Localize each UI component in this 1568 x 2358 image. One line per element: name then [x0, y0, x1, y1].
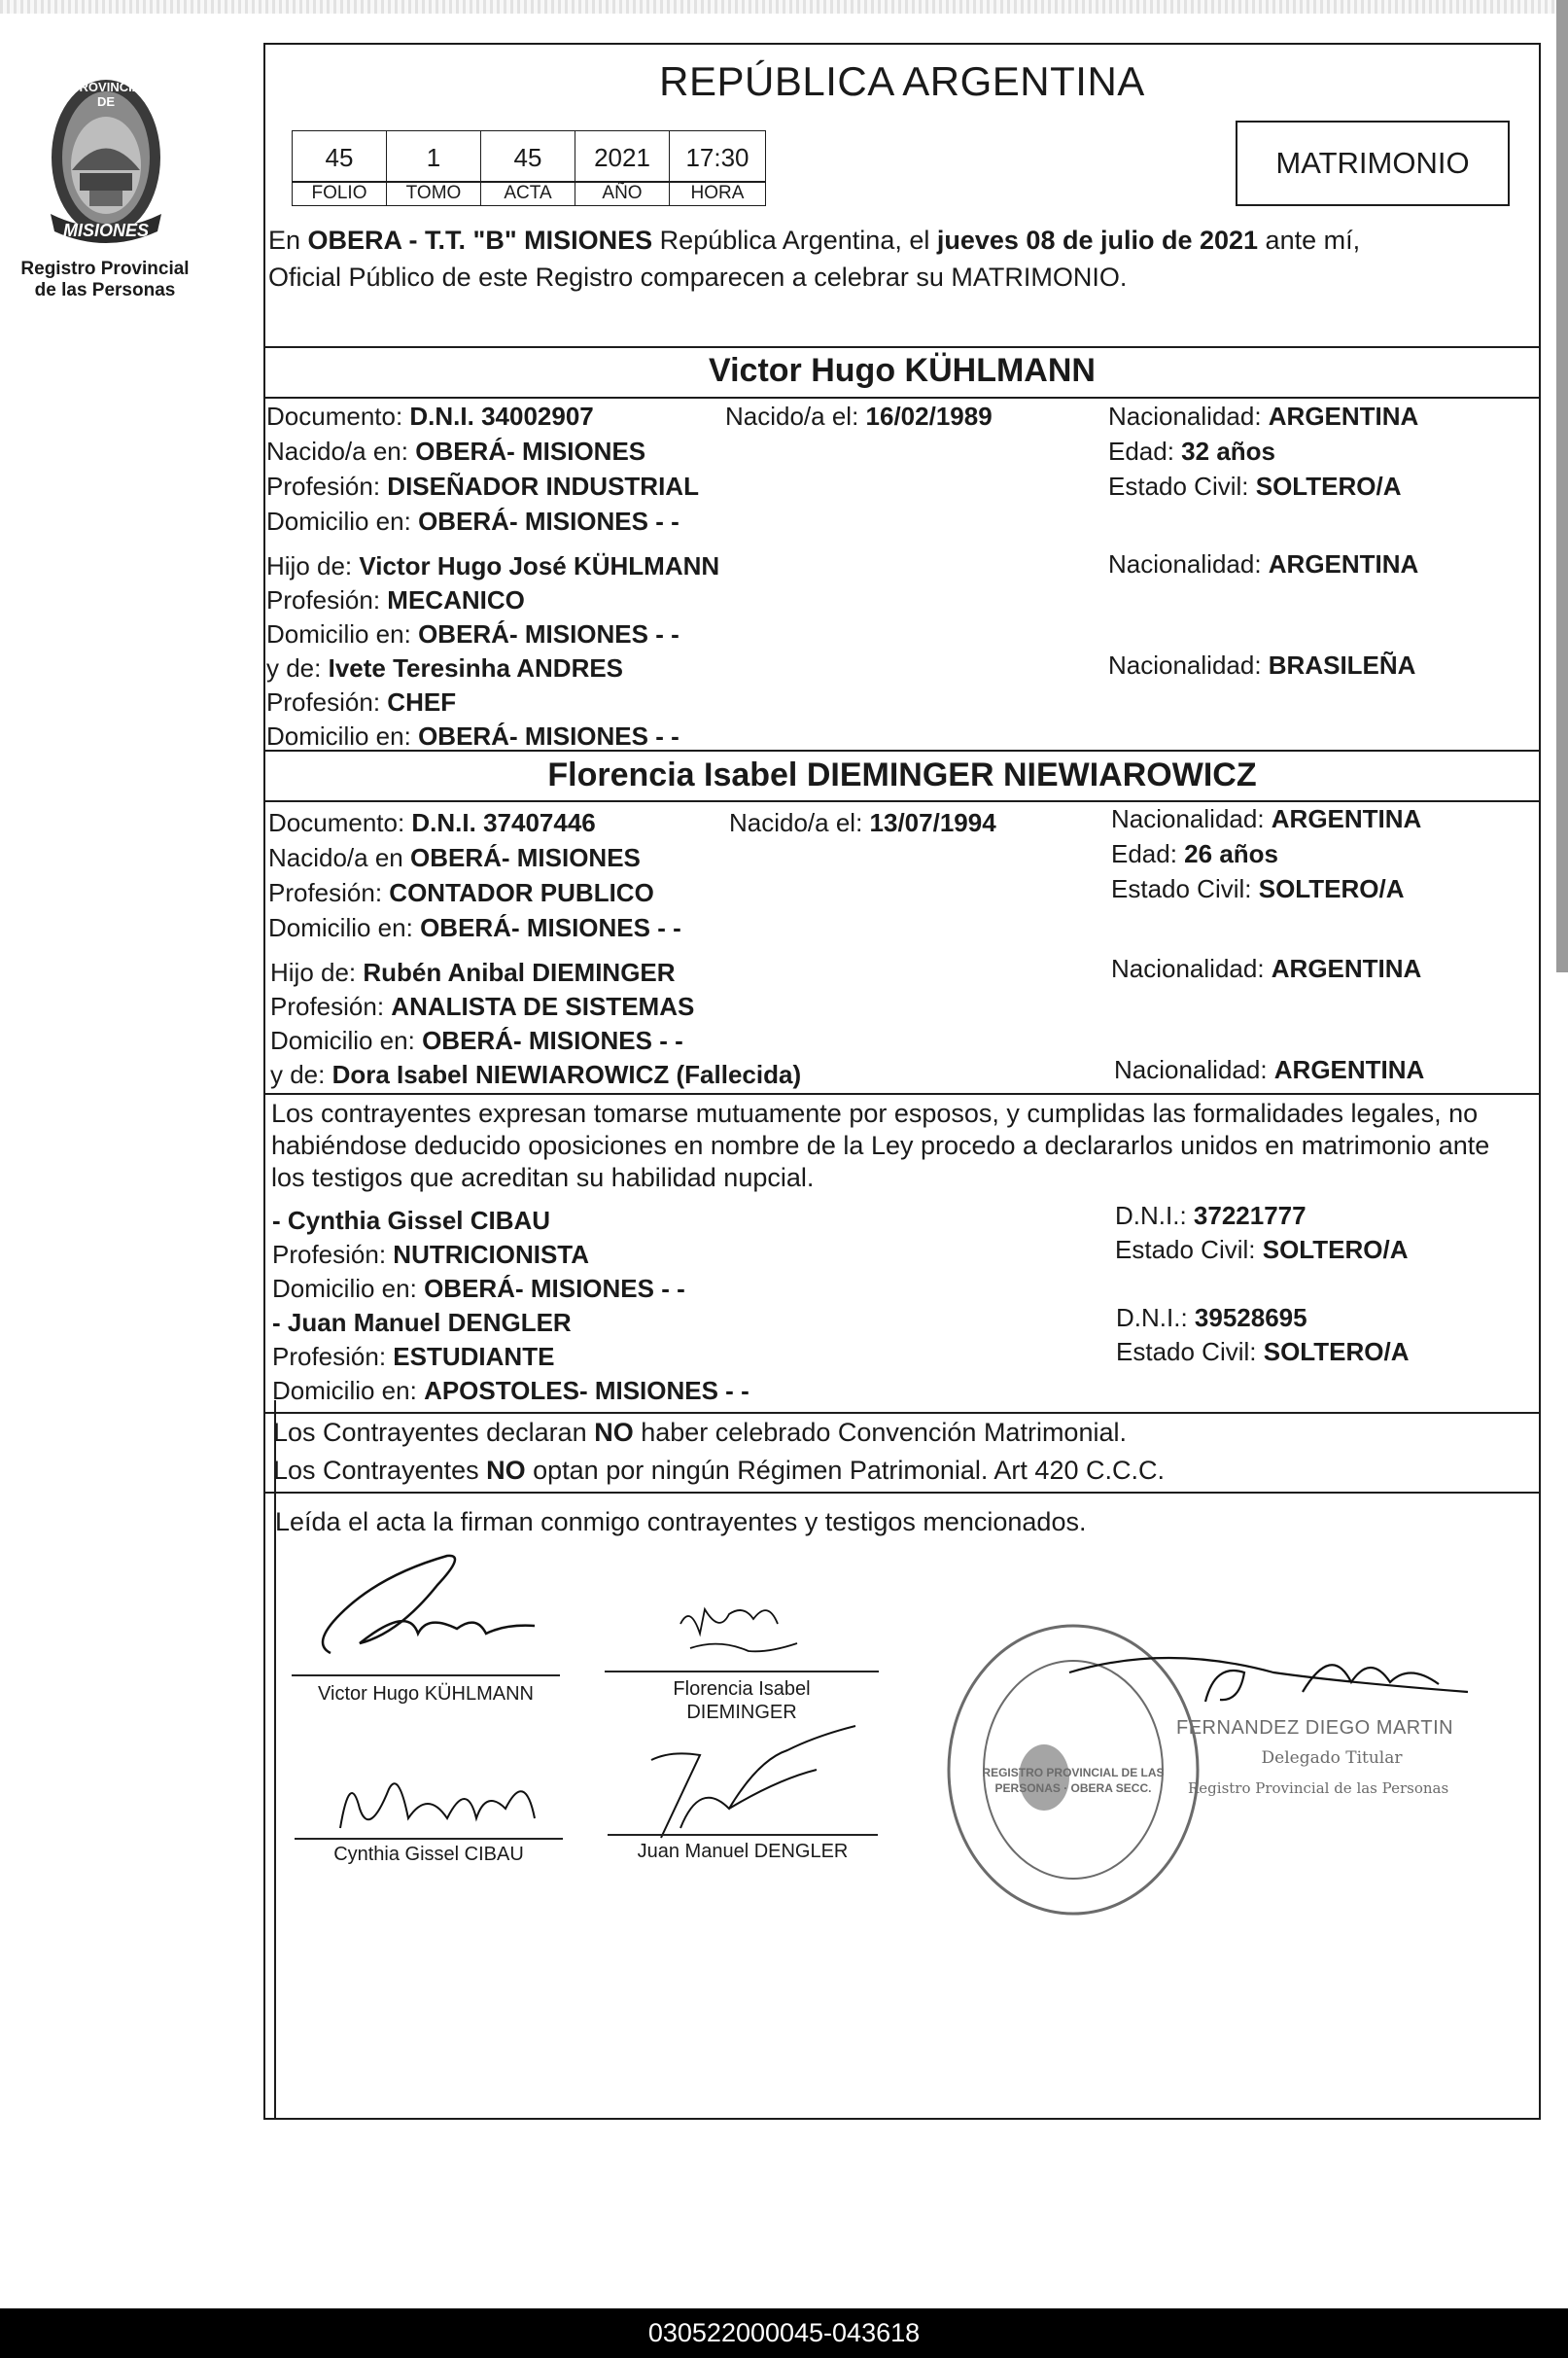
declaration-line-1: Los contrayentes expresan tomarse mutuamente por esposos, y cumplidas las formalidades legales, no — [271, 1099, 1479, 1128]
value: OBERÁ- MISIONES - - — [420, 913, 681, 942]
spouse2-father — [270, 959, 676, 987]
intro-date: jueves 08 de julio de 2021 — [936, 226, 1259, 255]
signature-line-2 — [605, 1671, 879, 1672]
value: ESTUDIANTE — [393, 1342, 555, 1371]
rule-spouse1-name — [263, 397, 1541, 399]
label: Domicilio en: — [266, 721, 419, 751]
signature-label-cynthia: Cynthia Gissel CIBAU — [333, 1844, 524, 1865]
regime-line-1 — [273, 1418, 1127, 1448]
spouse1-father-profession — [266, 586, 525, 615]
declaration-line-3: los testigos que acreditan su habilidad nupcial. — [271, 1163, 815, 1192]
spouse2-father-profession — [270, 993, 694, 1021]
label: Domicilio en: — [268, 913, 421, 942]
text-bold: NO — [594, 1418, 634, 1447]
intro-place: OBERA - T.T. "B" MISIONES — [307, 226, 653, 255]
signature-line-3 — [295, 1838, 563, 1840]
label: Domicilio en: — [270, 1026, 423, 1055]
witness1-dni — [1115, 1202, 1307, 1230]
spouse1-father-nationality — [1108, 550, 1418, 579]
hora-value: 17:30 — [669, 130, 766, 183]
value: ARGENTINA — [1268, 402, 1419, 431]
label: Nacionalidad: — [1108, 651, 1269, 680]
value: ARGENTINA — [1271, 804, 1422, 833]
spouse2-father-nationality — [1111, 955, 1421, 983]
ano-value: 2021 — [575, 130, 670, 183]
spouse2-name: Florencia Isabel DIEMINGER NIEWIAROWICZ — [547, 757, 1257, 793]
spouse2-age — [1111, 840, 1278, 868]
closing-text: Leída el acta la firman conmigo contrayentes y testigos mencionados. — [275, 1507, 1087, 1536]
label: Nacido/a en — [268, 843, 410, 872]
signature-label-florencia-line1: Florencia Isabel — [673, 1678, 811, 1700]
value: OBERÁ- MISIONES - - — [418, 507, 679, 536]
seal-text: REGISTRO PROVINCIAL DE LAS PERSONAS · OBERA SECC. — [982, 1766, 1165, 1795]
value: OBERÁ- MISIONES - - — [418, 619, 679, 649]
label: Domicilio en: — [266, 619, 419, 649]
value: NUTRICIONISTA — [393, 1240, 590, 1269]
intro-prefix: En — [268, 226, 308, 255]
footer-bar — [0, 2308, 1568, 2358]
signature-line-1 — [292, 1674, 560, 1676]
rule-closing-top — [263, 1492, 1541, 1494]
value: Rubén Anibal DIEMINGER — [363, 958, 676, 987]
tomo-value: 1 — [386, 130, 481, 183]
official-stamp-org: Registro Provincial de las Personas — [1188, 1779, 1449, 1797]
value: ARGENTINA — [1268, 549, 1419, 579]
spouse2-born-date — [729, 809, 996, 837]
label: Nacionalidad: — [1108, 549, 1269, 579]
spouse2-domicile — [268, 914, 681, 942]
witness2-domicile — [272, 1377, 749, 1405]
spouse2-civil-status — [1111, 875, 1404, 903]
intro-suffix: ante mí, — [1258, 226, 1361, 255]
signature-label-victor: Victor Hugo KÜHLMANN — [318, 1683, 534, 1705]
spouse1-mother-domicile — [266, 722, 679, 751]
label: Profesión: — [266, 472, 388, 501]
value: CHEF — [387, 687, 457, 717]
signature-victor — [301, 1546, 574, 1672]
logo-arc-text: PROVINCIA DE — [70, 80, 142, 109]
value: SOLTERO/A — [1258, 874, 1405, 903]
label: D.N.I.: — [1115, 1201, 1194, 1230]
value: BRASILEÑA — [1268, 651, 1416, 680]
label: Nacionalidad: — [1108, 402, 1269, 431]
spouse1-nationality — [1108, 403, 1418, 431]
acta-label: ACTA — [480, 181, 575, 206]
witness2-dni — [1116, 1304, 1307, 1332]
regime-line-2 — [273, 1456, 1165, 1486]
value: Victor Hugo José KÜHLMANN — [359, 551, 720, 581]
value: - Juan Manuel DENGLER — [272, 1308, 572, 1337]
official-stamp-name: FERNANDEZ DIEGO MARTIN — [1176, 1717, 1454, 1739]
label: Edad: — [1111, 839, 1185, 868]
registry-label-line2: de las Personas — [34, 279, 176, 300]
registry-label — [8, 259, 202, 301]
label: Edad: — [1108, 437, 1182, 466]
label: Nacionalidad: — [1114, 1055, 1274, 1084]
value: OBERÁ- MISIONES - - — [424, 1274, 685, 1303]
label: Documento: — [268, 808, 412, 837]
label: Nacido/a el: — [725, 402, 866, 431]
witness1-name — [272, 1207, 550, 1235]
doc-type-label: MATRIMONIO — [1275, 146, 1470, 180]
rule-spouse2-name — [263, 800, 1541, 802]
signature-florencia — [661, 1595, 817, 1672]
spouse2-birthplace — [268, 844, 641, 872]
label: Nacionalidad: — [1111, 954, 1272, 983]
text: optan por ningún Régimen Patrimonial. Art 420 C.C.C. — [525, 1456, 1165, 1485]
value: 16/02/1989 — [865, 402, 993, 431]
witness1-civil-status — [1115, 1236, 1408, 1264]
spouse1-father-domicile — [266, 620, 679, 649]
spouse1-domicile — [266, 508, 679, 536]
spouse1-mother-nationality — [1108, 651, 1415, 680]
value: 39528695 — [1194, 1303, 1307, 1332]
spouse1-document — [266, 403, 594, 431]
signature-line-4 — [608, 1834, 878, 1836]
text-bold: NO — [486, 1456, 526, 1485]
witness1-domicile — [272, 1275, 685, 1303]
spouse1-father — [266, 552, 719, 581]
value: ARGENTINA — [1273, 1055, 1425, 1084]
acta-value: 45 — [480, 130, 575, 183]
intro-line-1 — [268, 226, 1360, 256]
value: CONTADOR PUBLICO — [389, 878, 654, 907]
value: D.N.I. 34002907 — [409, 402, 594, 431]
value: SOLTERO/A — [1262, 1235, 1409, 1264]
spouse2-nationality — [1111, 805, 1421, 833]
label: Estado Civil: — [1116, 1337, 1264, 1366]
text: Los Contrayentes — [273, 1456, 487, 1485]
value: SOLTERO/A — [1255, 472, 1402, 501]
label: Estado Civil: — [1108, 472, 1256, 501]
label: y de: — [270, 1060, 332, 1089]
spouse1-birthplace — [266, 438, 645, 466]
value: 37221777 — [1193, 1201, 1307, 1230]
label: Hijo de: — [266, 551, 360, 581]
value: 13/07/1994 — [869, 808, 996, 837]
spouse1-name: Victor Hugo KÜHLMANN — [709, 352, 1096, 389]
label: Profesión: — [266, 687, 388, 717]
doc-type-box — [1236, 121, 1510, 206]
label: Profesión: — [268, 878, 390, 907]
declaration-line-2: habiéndose deducido oposiciones en nombre de la Ley procedo a declararlos unidos en matrimonio ante — [271, 1131, 1490, 1160]
rule-spouse1-top — [263, 346, 1541, 348]
witness2-civil-status — [1116, 1338, 1409, 1366]
label: Hijo de: — [270, 958, 364, 987]
label: y de: — [266, 653, 329, 683]
label: Estado Civil: — [1111, 874, 1259, 903]
witness2-profession — [272, 1343, 554, 1371]
intro-line-2: Oficial Público de este Registro comparecen a celebrar su MATRIMONIO. — [268, 263, 1128, 292]
spouse1-civil-status — [1108, 473, 1401, 501]
witness1-profession — [272, 1241, 589, 1269]
spouse2-document — [268, 809, 596, 837]
label: Profesión: — [272, 1342, 394, 1371]
signature-label-florencia-line2: DIEMINGER — [686, 1702, 797, 1723]
witness2-name — [272, 1309, 572, 1337]
spouse1-mother-profession — [266, 688, 456, 717]
spouse2-mother — [270, 1061, 801, 1089]
footer-code: 030522000045-043618 — [647, 2318, 921, 2347]
rule-regime-top — [263, 1412, 1541, 1414]
label: Domicilio en: — [266, 507, 419, 536]
value: MECANICO — [387, 585, 525, 615]
label: Profesión: — [270, 992, 392, 1021]
value: OBERÁ- MISIONES — [415, 437, 646, 466]
tomo-label: TOMO — [386, 181, 481, 206]
label: Estado Civil: — [1115, 1235, 1263, 1264]
value: ANALISTA DE SISTEMAS — [391, 992, 695, 1021]
signature-label-juan: Juan Manuel DENGLER — [637, 1841, 849, 1862]
value: ARGENTINA — [1271, 954, 1422, 983]
value: Ivete Teresinha ANDRES — [328, 653, 624, 683]
value: - Cynthia Gissel CIBAU — [272, 1206, 551, 1235]
value: Dora Isabel NIEWIAROWICZ (Fallecida) — [331, 1060, 802, 1089]
label: Nacionalidad: — [1111, 804, 1272, 833]
value: D.N.I. 37407446 — [411, 808, 596, 837]
spouse2-mother-nationality — [1114, 1056, 1424, 1084]
ano-label: AÑO — [575, 181, 670, 206]
value: 26 años — [1184, 839, 1278, 868]
signature-official — [1050, 1614, 1497, 1721]
registry-logo — [33, 68, 179, 253]
spouse1-profession — [266, 473, 699, 501]
spouse1-age — [1108, 438, 1275, 466]
label: Nacido/a el: — [729, 808, 870, 837]
scan-top-edge — [0, 0, 1568, 14]
text: haber celebrado Convención Matrimonial. — [633, 1418, 1127, 1447]
logo-banner-text: MISIONES — [62, 221, 149, 240]
label: Documento: — [266, 402, 410, 431]
folio-label: FOLIO — [292, 181, 387, 206]
value: SOLTERO/A — [1263, 1337, 1410, 1366]
value: OBERÁ- MISIONES - - — [422, 1026, 683, 1055]
spouse2-profession — [268, 879, 654, 907]
spouse2-father-domicile — [270, 1027, 683, 1055]
rule-declaration-top — [263, 1093, 1541, 1095]
spouse1-mother — [266, 654, 623, 683]
scan-right-edge — [1556, 0, 1568, 972]
document-title: REPÚBLICA ARGENTINA — [659, 58, 1145, 104]
text: Los Contrayentes declaran — [273, 1418, 595, 1447]
hora-label: HORA — [669, 181, 766, 206]
label: Profesión: — [266, 585, 388, 615]
spouse1-born-date — [725, 403, 993, 431]
signature-cynthia — [321, 1750, 574, 1848]
label: Nacido/a en: — [266, 437, 416, 466]
label: D.N.I.: — [1116, 1303, 1195, 1332]
label: Profesión: — [272, 1240, 394, 1269]
value: APOSTOLES- MISIONES - - — [424, 1376, 749, 1405]
signature-label-florencia — [605, 1677, 879, 1724]
value: OBERÁ- MISIONES - - — [418, 721, 679, 751]
value: OBERÁ- MISIONES — [409, 843, 641, 872]
value: 32 años — [1181, 437, 1275, 466]
label: Domicilio en: — [272, 1376, 425, 1405]
official-stamp-title: Delegado Titular — [1261, 1748, 1403, 1768]
value: DISEÑADOR INDUSTRIAL — [387, 472, 699, 501]
signature-juan — [622, 1721, 875, 1857]
intro-mid: República Argentina, el — [652, 226, 937, 255]
folio-value: 45 — [292, 130, 387, 183]
registry-label-line1: Registro Provincial — [20, 259, 190, 279]
label: Domicilio en: — [272, 1274, 425, 1303]
